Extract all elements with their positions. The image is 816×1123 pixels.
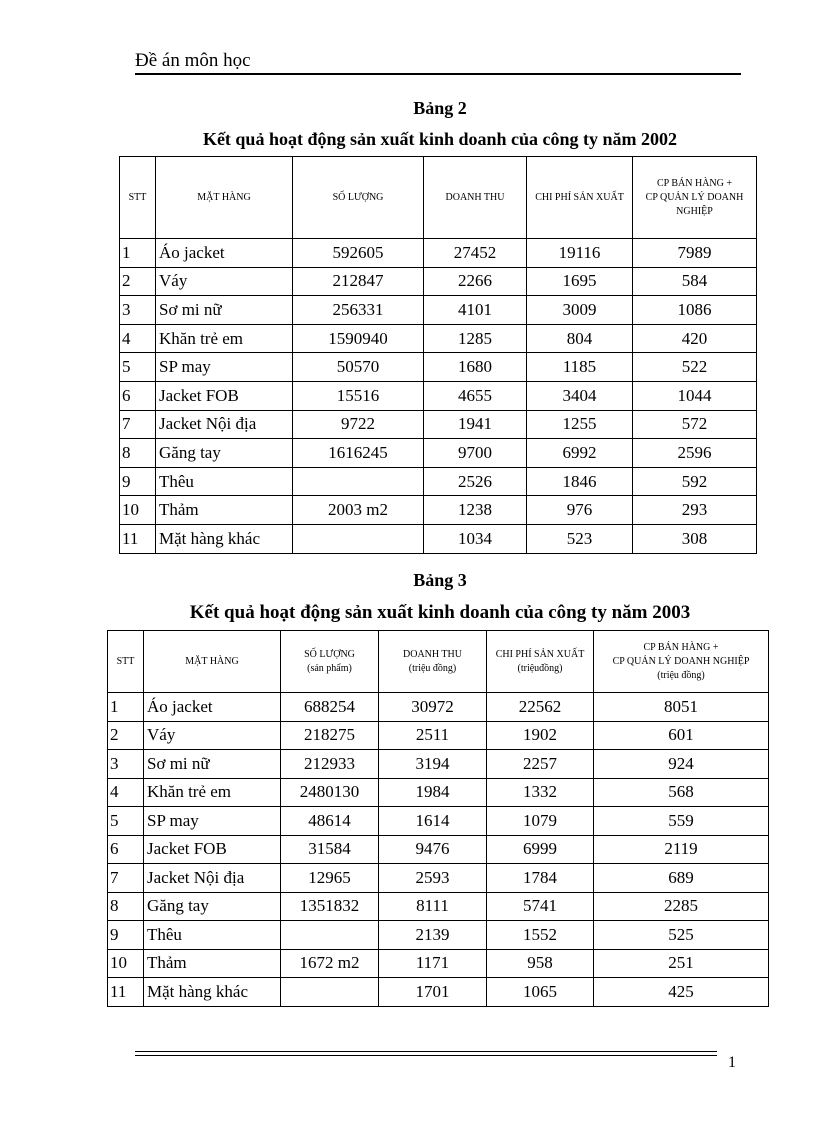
cell-stt: 7 xyxy=(120,410,156,439)
cell-revenue: 2139 xyxy=(379,921,487,950)
cell-sga: 601 xyxy=(594,721,769,750)
cell-quantity: 1672 m2 xyxy=(281,949,379,978)
cell-stt: 10 xyxy=(108,949,144,978)
cell-revenue: 2526 xyxy=(424,467,527,496)
cell-cost: 19116 xyxy=(527,239,633,268)
cell-quantity: 1351832 xyxy=(281,892,379,921)
cell-sga: 559 xyxy=(594,807,769,836)
cell-name: Thảm xyxy=(156,496,293,525)
table3-header-so-luong-line1: SỐ LƯỢNG xyxy=(304,648,355,660)
cell-revenue: 30972 xyxy=(379,693,487,722)
table2-header-cp-ban-hang xyxy=(633,157,757,239)
cell-quantity: 212933 xyxy=(281,750,379,779)
table-row xyxy=(108,721,769,750)
table-row xyxy=(108,778,769,807)
cell-sga: 525 xyxy=(594,921,769,950)
cell-stt: 3 xyxy=(120,296,156,325)
cell-revenue: 1614 xyxy=(379,807,487,836)
cell-stt: 7 xyxy=(108,864,144,893)
cell-name: SP may xyxy=(144,807,281,836)
cell-quantity xyxy=(293,467,424,496)
cell-revenue: 1941 xyxy=(424,410,527,439)
table3-header-chi-phi-line1: CHI PHÍ SẢN XUẤT xyxy=(495,648,585,660)
cell-name: Váy xyxy=(156,267,293,296)
cell-revenue: 9476 xyxy=(379,835,487,864)
table-row xyxy=(120,239,757,268)
table3-header-chi-phi-line2: (triệuđồng) xyxy=(517,662,563,674)
cell-sga: 584 xyxy=(633,267,757,296)
cell-sga: 420 xyxy=(633,324,757,353)
cell-sga: 293 xyxy=(633,496,757,525)
cell-cost: 1332 xyxy=(487,778,594,807)
cell-stt: 3 xyxy=(108,750,144,779)
cell-revenue: 1285 xyxy=(424,324,527,353)
cell-cost: 1255 xyxy=(527,410,633,439)
cell-name: Khăn trẻ em xyxy=(156,324,293,353)
cell-revenue: 4655 xyxy=(424,381,527,410)
table3-header-so-luong xyxy=(281,631,379,693)
table-row xyxy=(120,524,757,553)
cell-stt: 1 xyxy=(120,239,156,268)
cell-name: Mặt hàng khác xyxy=(144,978,281,1007)
cell-sga: 7989 xyxy=(633,239,757,268)
table2-header-doanh-thu: DOANH THU xyxy=(424,157,527,239)
cell-cost: 2257 xyxy=(487,750,594,779)
cell-revenue: 4101 xyxy=(424,296,527,325)
cell-stt: 8 xyxy=(120,439,156,468)
cell-stt: 5 xyxy=(108,807,144,836)
cell-quantity: 1616245 xyxy=(293,439,424,468)
cell-name: Áo jacket xyxy=(144,693,281,722)
cell-name: Găng tay xyxy=(156,439,293,468)
table-row xyxy=(120,496,757,525)
cell-sga: 425 xyxy=(594,978,769,1007)
table2 xyxy=(119,156,757,554)
cell-cost: 1065 xyxy=(487,978,594,1007)
cell-name: Váy xyxy=(144,721,281,750)
cell-stt: 2 xyxy=(120,267,156,296)
table-row xyxy=(120,267,757,296)
cell-sga: 251 xyxy=(594,949,769,978)
cell-stt: 5 xyxy=(120,353,156,382)
cell-quantity xyxy=(281,978,379,1007)
cell-revenue: 1680 xyxy=(424,353,527,382)
table3-header-doanh-thu-line2: (triệu đồng) xyxy=(408,662,457,674)
document-header: Đề án môn học xyxy=(135,50,251,71)
cell-revenue: 9700 xyxy=(424,439,527,468)
table3-header-chi-phi xyxy=(487,631,594,693)
page-number: 1 xyxy=(728,1054,736,1071)
table2-header-row xyxy=(120,157,757,239)
table-row xyxy=(108,864,769,893)
table-row xyxy=(108,807,769,836)
cell-revenue: 1984 xyxy=(379,778,487,807)
cell-sga: 572 xyxy=(633,410,757,439)
cell-sga: 2119 xyxy=(594,835,769,864)
cell-stt: 4 xyxy=(120,324,156,353)
cell-quantity: 688254 xyxy=(281,693,379,722)
table3-header-cp-line2: CP QUẢN LÝ DOANH NGHIỆP xyxy=(612,655,750,667)
table-row xyxy=(120,439,757,468)
cell-stt: 4 xyxy=(108,778,144,807)
cell-quantity: 2003 m2 xyxy=(293,496,424,525)
cell-revenue: 27452 xyxy=(424,239,527,268)
table-row xyxy=(120,353,757,382)
table3-header-stt: STT xyxy=(108,631,144,693)
cell-revenue: 2266 xyxy=(424,267,527,296)
cell-sga: 1044 xyxy=(633,381,757,410)
table2-header-cp-line3: NGHIỆP xyxy=(676,205,713,217)
cell-name: Thảm xyxy=(144,949,281,978)
table2-header-mat-hang: MẶT HÀNG xyxy=(156,157,293,239)
table3-caption: Kết quả hoạt động sản xuất kinh doanh của công ty năm 2003 xyxy=(189,602,691,623)
cell-revenue: 1034 xyxy=(424,524,527,553)
cell-cost: 1695 xyxy=(527,267,633,296)
cell-name: Áo jacket xyxy=(156,239,293,268)
cell-quantity: 48614 xyxy=(281,807,379,836)
table3-header-doanh-thu-line1: DOANH THU xyxy=(403,648,462,660)
table-row xyxy=(108,750,769,779)
cell-name: Sơ mi nữ xyxy=(144,750,281,779)
header-rule xyxy=(135,73,741,75)
cell-cost: 1846 xyxy=(527,467,633,496)
cell-sga: 2596 xyxy=(633,439,757,468)
table3-header-doanh-thu xyxy=(379,631,487,693)
cell-stt: 1 xyxy=(108,693,144,722)
cell-quantity: 2480130 xyxy=(281,778,379,807)
cell-stt: 2 xyxy=(108,721,144,750)
cell-cost: 523 xyxy=(527,524,633,553)
cell-name: Jacket FOB xyxy=(156,381,293,410)
table-row xyxy=(120,381,757,410)
cell-name: Jacket FOB xyxy=(144,835,281,864)
cell-name: Jacket Nội địa xyxy=(156,410,293,439)
cell-stt: 9 xyxy=(108,921,144,950)
cell-stt: 6 xyxy=(108,835,144,864)
cell-cost: 3009 xyxy=(527,296,633,325)
cell-name: Mặt hàng khác xyxy=(156,524,293,553)
cell-cost: 6992 xyxy=(527,439,633,468)
table2-header-cp-line1: CP BÁN HÀNG + xyxy=(657,177,732,189)
cell-name: Khăn trẻ em xyxy=(144,778,281,807)
cell-quantity: 256331 xyxy=(293,296,424,325)
cell-sga: 1086 xyxy=(633,296,757,325)
cell-name: SP may xyxy=(156,353,293,382)
table2-header-so-luong: SỐ LƯỢNG xyxy=(293,157,424,239)
table-row xyxy=(108,693,769,722)
cell-revenue: 1701 xyxy=(379,978,487,1007)
table2-caption: Kết quả hoạt động sản xuất kinh doanh của công ty năm 2002 xyxy=(202,129,678,149)
cell-stt: 10 xyxy=(120,496,156,525)
cell-revenue: 2511 xyxy=(379,721,487,750)
cell-cost: 1552 xyxy=(487,921,594,950)
cell-sga: 2285 xyxy=(594,892,769,921)
cell-quantity: 15516 xyxy=(293,381,424,410)
cell-revenue: 8111 xyxy=(379,892,487,921)
cell-name: Jacket Nội địa xyxy=(144,864,281,893)
table-row xyxy=(120,467,757,496)
cell-revenue: 2593 xyxy=(379,864,487,893)
cell-sga: 689 xyxy=(594,864,769,893)
cell-sga: 522 xyxy=(633,353,757,382)
table2-label: Bảng 2 xyxy=(413,98,467,118)
table2-header-chi-phi: CHI PHÍ SẢN XUẤT xyxy=(527,157,633,239)
cell-revenue: 1238 xyxy=(424,496,527,525)
cell-cost: 804 xyxy=(527,324,633,353)
cell-name: Thêu xyxy=(144,921,281,950)
footer-rule xyxy=(135,1051,717,1052)
cell-cost: 1079 xyxy=(487,807,594,836)
table3-header-row xyxy=(108,631,769,693)
cell-cost: 1784 xyxy=(487,864,594,893)
cell-revenue: 1171 xyxy=(379,949,487,978)
cell-cost: 5741 xyxy=(487,892,594,921)
table-row xyxy=(120,410,757,439)
cell-stt: 11 xyxy=(120,524,156,553)
cell-cost: 958 xyxy=(487,949,594,978)
table-row xyxy=(108,835,769,864)
cell-stt: 8 xyxy=(108,892,144,921)
table-row xyxy=(108,892,769,921)
table3-header-so-luong-line2: (sản phẩm) xyxy=(307,662,352,674)
cell-name: Thêu xyxy=(156,467,293,496)
table3 xyxy=(107,630,769,1007)
cell-cost: 1902 xyxy=(487,721,594,750)
cell-quantity: 31584 xyxy=(281,835,379,864)
cell-quantity: 1590940 xyxy=(293,324,424,353)
cell-revenue: 3194 xyxy=(379,750,487,779)
table3-header-cp-line3: (triệu đồng) xyxy=(657,669,705,681)
table3-header-mat-hang: MẶT HÀNG xyxy=(144,631,281,693)
cell-quantity: 12965 xyxy=(281,864,379,893)
cell-sga: 924 xyxy=(594,750,769,779)
table3-header-cp xyxy=(594,631,769,693)
cell-quantity xyxy=(293,524,424,553)
table3-label: Bảng 3 xyxy=(413,570,467,590)
cell-cost: 22562 xyxy=(487,693,594,722)
cell-cost: 976 xyxy=(527,496,633,525)
cell-quantity: 50570 xyxy=(293,353,424,382)
cell-stt: 11 xyxy=(108,978,144,1007)
table-row xyxy=(108,921,769,950)
cell-stt: 6 xyxy=(120,381,156,410)
table3-header-cp-line1: CP BÁN HÀNG + xyxy=(643,641,719,653)
cell-quantity: 9722 xyxy=(293,410,424,439)
table-row xyxy=(120,324,757,353)
table-row xyxy=(108,949,769,978)
cell-sga: 308 xyxy=(633,524,757,553)
table-row xyxy=(120,296,757,325)
cell-quantity: 592605 xyxy=(293,239,424,268)
cell-name: Sơ mi nữ xyxy=(156,296,293,325)
table2-header-stt: STT xyxy=(120,157,156,239)
cell-sga: 592 xyxy=(633,467,757,496)
cell-quantity: 212847 xyxy=(293,267,424,296)
cell-quantity xyxy=(281,921,379,950)
cell-quantity: 218275 xyxy=(281,721,379,750)
cell-sga: 568 xyxy=(594,778,769,807)
cell-cost: 1185 xyxy=(527,353,633,382)
cell-name: Găng tay xyxy=(144,892,281,921)
table2-header-cp-line2: CP QUẢN LÝ DOANH xyxy=(645,191,744,203)
footer-rule-double xyxy=(135,1055,717,1056)
cell-cost: 3404 xyxy=(527,381,633,410)
cell-cost: 6999 xyxy=(487,835,594,864)
cell-sga: 8051 xyxy=(594,693,769,722)
cell-stt: 9 xyxy=(120,467,156,496)
table-row xyxy=(108,978,769,1007)
